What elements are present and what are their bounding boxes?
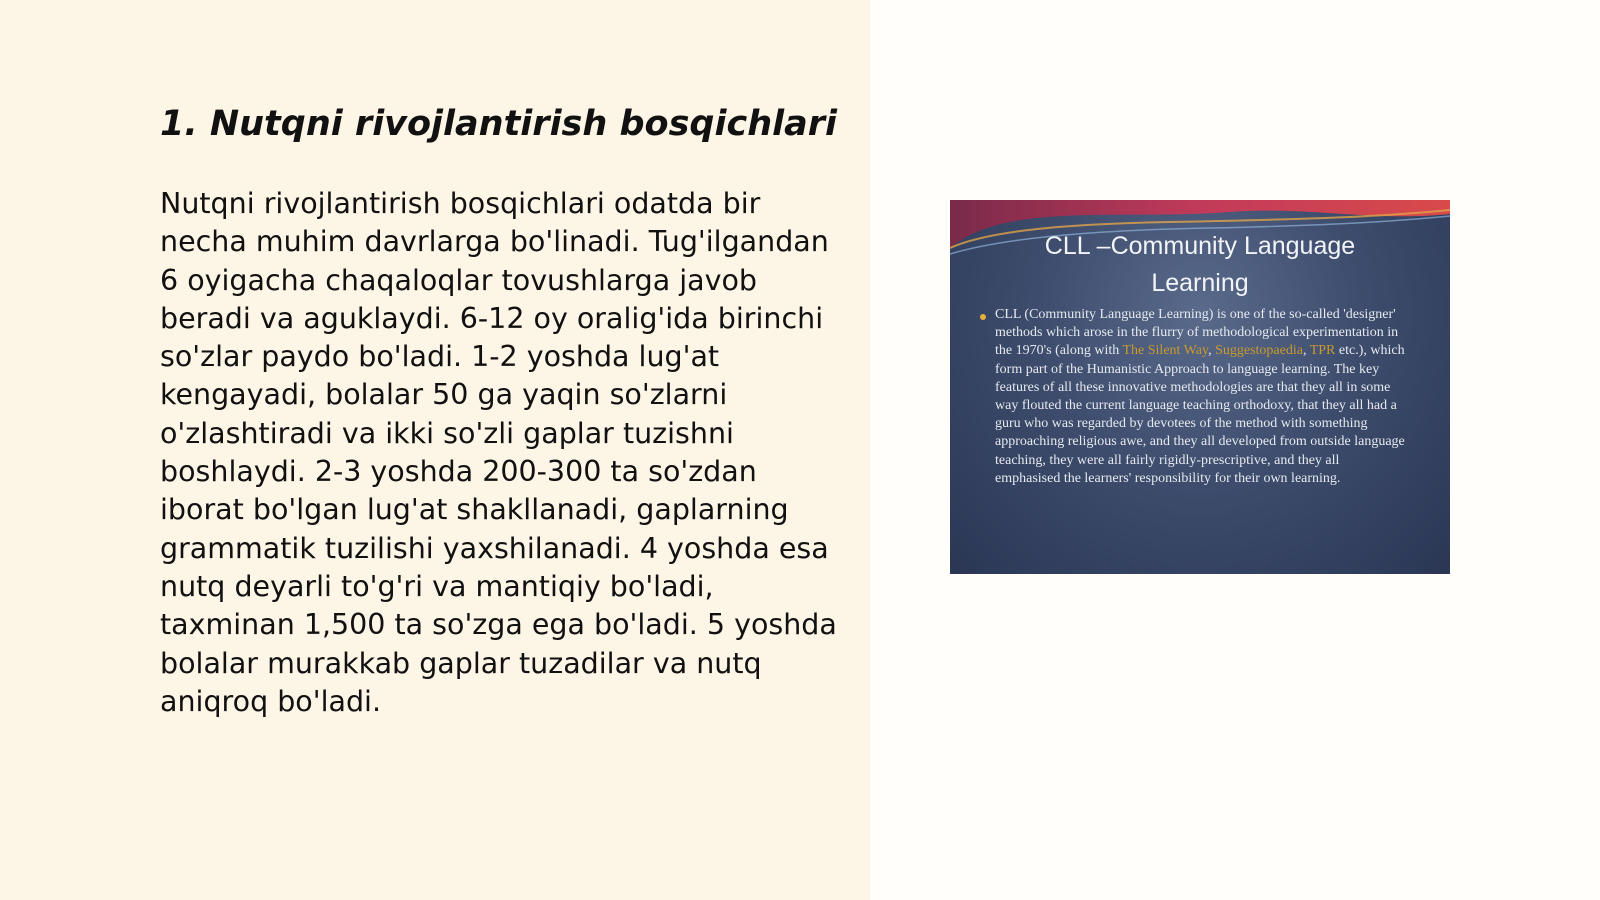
- link-tpr: TPR: [1309, 343, 1336, 359]
- inset-title-line-2: Learning: [1151, 269, 1249, 297]
- separator: ,: [1302, 343, 1310, 359]
- link-suggestopaedia: Suggestopaedia: [1215, 343, 1303, 359]
- slide-title: 1. Nutqni rivojlantirish bosqichlari: [160, 104, 838, 144]
- separator: ,: [1208, 343, 1216, 359]
- inset-title-line-1: CLL –Community Language: [1044, 232, 1356, 260]
- link-silent-way: The Silent Way: [1122, 343, 1209, 359]
- inset-bullet-text: [995, 306, 1405, 488]
- slide-body-text: Nutqni rivojlantirish bosqichlari odatda bir necha muhim davrlarga bo'linadi. Tug'ilgandan 6 oyigacha chaqaloqlar tovushlarga javob beradi va aguklaydi. 6-12 oy oralig'ida birinchi so'zlar paydo bo'ladi. 1-2 yoshda lug'at kengayadi, bolalar 50 ga yaqin so'zlarni o'zlashtiradi va ikki so'zli gaplar tuzishni boshlaydi. 2-3 yoshda 200-300 ta so'zdan iborat bo'lgan lug'at shakllanadi, gaplarning grammatik tuzilishi yaxshilanadi. 4 yoshda esa nutq deyarli to'g'ri va mantiqiy bo'ladi, taxminan 1,500 ta so'zga ega bo'ladi. 5 yoshda bolalar murakkab gaplar tuzadilar va nutq aniqroq bo'ladi.: [160, 187, 837, 718]
- bullet-icon: [980, 314, 986, 320]
- inset-text-end: etc.), which form part of the Humanistic Approach to language learning. The key features of all these innovative methodologies are that they all in some way flouted the current language teaching orthodoxy, that they all had a guru who was regarded by devotees of the method with something approaching religious awe, and they all developed from outside language teaching, they were all fairly rigidly-prescriptive, and they all emphasised the learners' responsibility for their own learning.: [995, 343, 1405, 486]
- cll-slide-image: [950, 200, 1450, 574]
- inset-text-start: CLL (Community Language Learning) is one of the so-called 'designer' methods which arose in the flurry of methodological experimentation in the 1970's (along with: [995, 307, 1399, 359]
- inset-title: [950, 228, 1450, 302]
